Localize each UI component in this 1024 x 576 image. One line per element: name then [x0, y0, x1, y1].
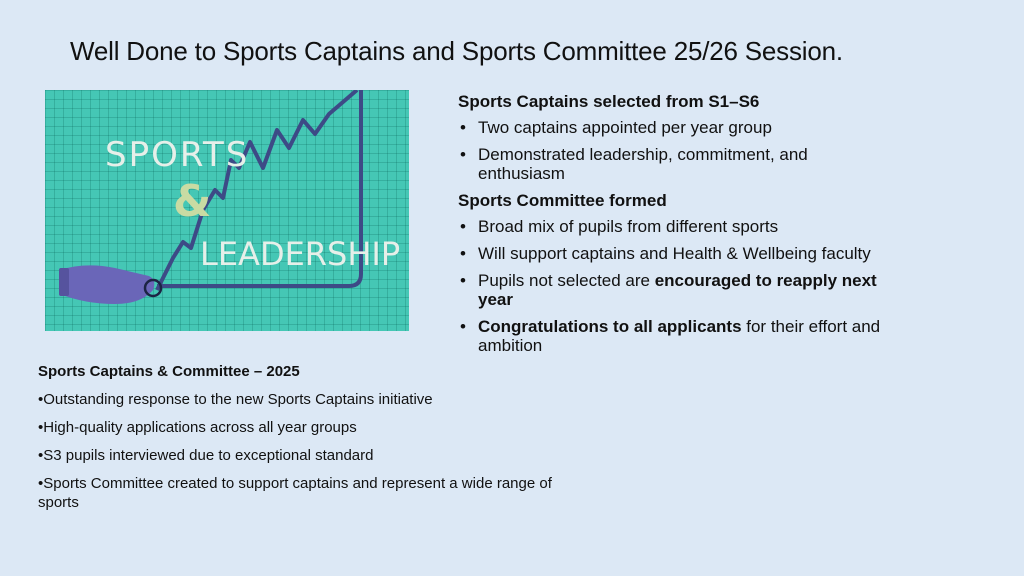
list-item: •High-quality applications across all year groups: [38, 419, 357, 436]
list-item-reapply: [458, 271, 898, 309]
list-item: •S3 pupils interviewed due to exceptional standard: [38, 447, 374, 464]
whistle-icon: [59, 265, 161, 304]
captains-list: [458, 118, 898, 183]
left-panel: [38, 362, 558, 521]
congrats-bold: Congratulations to all applicants: [478, 317, 742, 336]
committee-list: [458, 217, 898, 355]
list-item: • Broad mix of pupils from different sports: [458, 217, 898, 236]
list-item: • Two captains appointed per year group: [458, 118, 898, 137]
right-panel: [458, 92, 898, 363]
summary-list: [38, 390, 558, 512]
word-ampersand: &: [173, 176, 212, 227]
list-item-congrats: [458, 317, 898, 355]
sports-leadership-image: [45, 90, 409, 331]
reapply-text: Pupils not selected are: [478, 271, 655, 290]
committee-heading: Sports Committee formed: [458, 191, 667, 210]
word-sports: SPORTS: [105, 135, 250, 175]
reapply-bold: encouraged to reapply next year: [478, 271, 877, 309]
list-item: •Sports Committee created to support captains and represent a wide range of sports: [38, 475, 552, 511]
word-leadership: LEADERSHIP: [200, 235, 401, 273]
summary-heading: Sports Captains & Committee – 2025: [38, 363, 300, 380]
congrats-text: for their effort and ambition: [478, 317, 881, 355]
list-item: •Outstanding response to the new Sports Captains initiative: [38, 391, 433, 408]
slide-title: Well Done to Sports Captains and Sports Committee 25/26 Session.: [70, 36, 843, 66]
list-item: • Demonstrated leadership, commitment, and enthusiasm: [458, 145, 898, 183]
captains-heading: Sports Captains selected from S1–S6: [458, 92, 760, 111]
list-item: • Will support captains and Health & Wellbeing faculty: [458, 244, 898, 263]
sports-leadership-graphic: [45, 90, 409, 331]
